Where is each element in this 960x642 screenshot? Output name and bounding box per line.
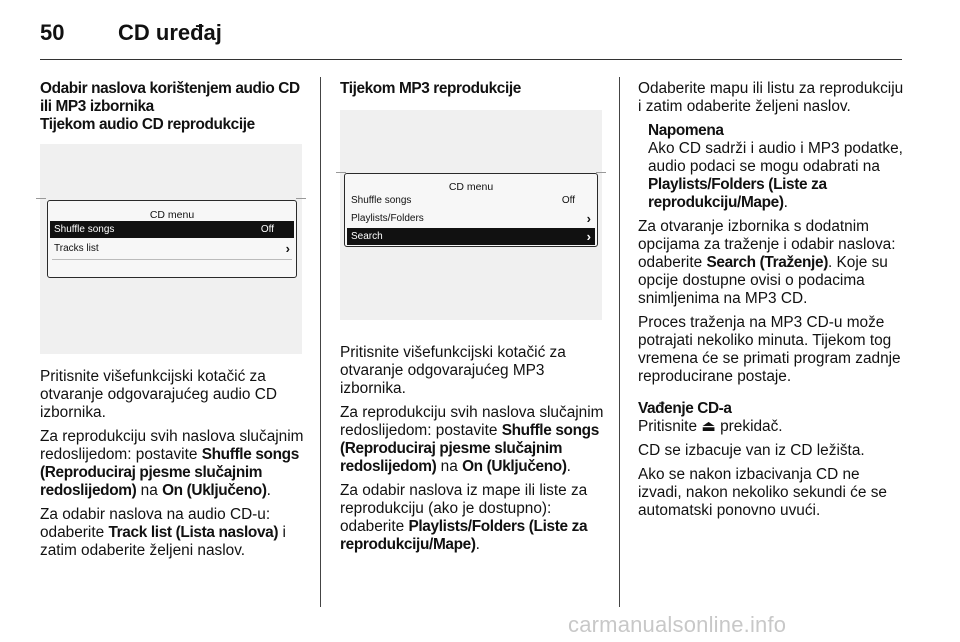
chevron-right-icon: › bbox=[586, 229, 591, 244]
menu-title: CD menu bbox=[149, 209, 195, 221]
paragraph: Za reprodukciju svih naslova slučajnim redoslijedom: postavite Shuffle songs (Reproduciraj pjesme slučajnim redoslijedom) na On (Uključeno). bbox=[40, 428, 304, 499]
subsection-heading: Tijekom MP3 reprodukcije bbox=[340, 80, 521, 97]
paragraph: Odaberite mapu ili listu za reprodukciju i zatim odaberite željeni naslov. bbox=[638, 80, 904, 115]
menu-row-value: Off bbox=[260, 224, 274, 235]
menu-row-value: Off bbox=[561, 195, 575, 206]
mp3-menu-figure bbox=[340, 110, 602, 320]
paragraph: Pritisnite ⏏ prekidač. bbox=[638, 418, 783, 435]
menu-row-label: Shuffle songs bbox=[54, 224, 115, 235]
header-rule bbox=[40, 59, 902, 60]
section-heading: Vađenje CD-a bbox=[638, 400, 732, 417]
cd-menu-panel bbox=[344, 173, 598, 247]
page-number: 50 bbox=[40, 20, 65, 45]
cd-menu-panel bbox=[47, 200, 297, 278]
chevron-right-icon: › bbox=[586, 211, 591, 226]
menu-row-label: Tracks list bbox=[54, 243, 99, 254]
menu-row-label: Playlists/Folders bbox=[351, 213, 424, 224]
paragraph: Proces traženja na MP3 CD-u može potrajati nekoliko minuta. Tijekom tog vremena će se primati program zadnje reproducirane postaje. bbox=[638, 314, 901, 385]
paragraph: Pritisnite višefunkcijski kotačić za otvaranje odgovarajućeg audio CD izbornika. bbox=[40, 368, 277, 421]
paragraph: Za odabir naslova na audio CD-u: odaberite Track list (Lista naslova) i zatim odaberite željeni naslov. bbox=[40, 506, 286, 559]
paragraph: Za otvaranje izbornika s dodatnim opcijama za traženje i odabir naslova: odaberite Search (Traženje). Koje su opcije dostupne ovisi o podacima snimljenima na MP3 CD. bbox=[638, 218, 896, 307]
menu-row-playlists-folders[interactable] bbox=[347, 210, 595, 227]
audio-cd-menu-figure bbox=[40, 144, 302, 354]
note-title: Napomena bbox=[648, 122, 724, 139]
watermark: carmanualsonline.info bbox=[568, 612, 787, 637]
column-2 bbox=[340, 80, 608, 560]
menu-row-tracks-list[interactable] bbox=[50, 240, 294, 257]
note-text: Ako CD sadrži i audio i MP3 podatke, audio podaci se mogu odabrati na Playlists/Folders (Liste za reprodukciju/Mape). bbox=[648, 140, 903, 211]
column-divider-1 bbox=[320, 77, 321, 607]
menu-separator bbox=[52, 259, 292, 260]
column-divider-2 bbox=[619, 77, 620, 607]
paragraph: Pritisnite višefunkcijski kotačić za otvaranje odgovarajućeg MP3 izbornika. bbox=[340, 344, 566, 397]
paragraph: CD se izbacuje van iz CD ležišta. bbox=[638, 442, 865, 459]
eject-icon: ⏏ bbox=[701, 418, 716, 435]
menu-row-shuffle[interactable] bbox=[50, 221, 294, 238]
paragraph: Ako se nakon izbacivanja CD ne izvadi, nakon nekoliko sekundi će se automatski ponovno uvući. bbox=[638, 466, 887, 519]
figure-tick bbox=[296, 198, 306, 199]
column-3 bbox=[638, 80, 904, 526]
menu-row-label: Shuffle songs bbox=[351, 195, 412, 206]
note-box bbox=[638, 122, 904, 212]
menu-title: CD menu bbox=[448, 181, 494, 193]
page-title: CD uređaj bbox=[118, 20, 222, 45]
figure-tick bbox=[36, 198, 46, 199]
chevron-right-icon: › bbox=[285, 241, 290, 256]
figure-tick bbox=[596, 172, 606, 173]
menu-row-search[interactable] bbox=[347, 228, 595, 245]
menu-row-shuffle[interactable] bbox=[347, 192, 595, 209]
paragraph: Za odabir naslova iz mape ili liste za reprodukciju (ako je dostupno): odaberite Playlists/Folders (Liste za reprodukciju/Mape). bbox=[340, 482, 588, 553]
section-heading: Odabir naslova korištenjem audio CD ili MP3 izbornika bbox=[40, 80, 300, 115]
subsection-heading: Tijekom audio CD reprodukcije bbox=[40, 116, 255, 133]
menu-row-label: Search bbox=[351, 231, 383, 242]
column-1 bbox=[40, 80, 308, 566]
paragraph: Za reprodukciju svih naslova slučajnim redoslijedom: postavite Shuffle songs (Reproduciraj pjesme slučajnim redoslijedom) na On (Uključeno). bbox=[340, 404, 604, 475]
